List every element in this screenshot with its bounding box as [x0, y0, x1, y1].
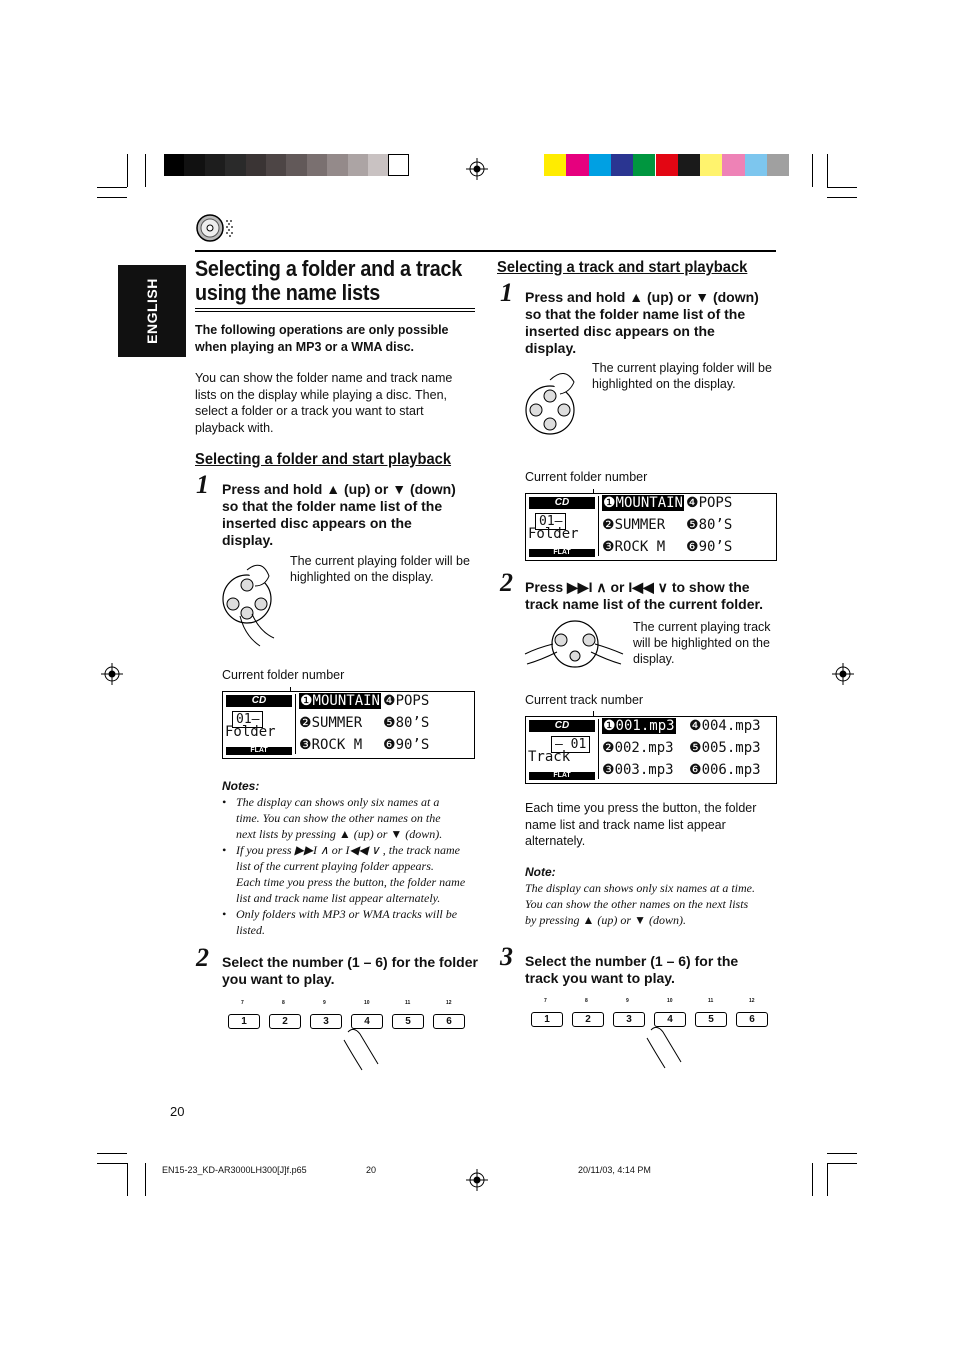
gray-swatch	[307, 154, 327, 176]
preset-number-label: 8	[585, 998, 588, 1004]
preset-button-4[interactable]: 4	[351, 1014, 383, 1029]
crop-mark	[812, 154, 813, 187]
folder-label: Folder	[225, 724, 276, 740]
crop-mark	[97, 197, 127, 198]
crop-mark	[827, 1163, 828, 1196]
page-title: Selecting a folder and a track using the name lists	[195, 256, 463, 305]
folder-number: 01–	[535, 513, 566, 530]
lcd-item: ❸003.mp3	[602, 762, 674, 778]
title-underline	[195, 311, 475, 312]
lcd-item: ❹POPS	[686, 495, 733, 511]
step-3-instruction: Select the number (1 – 6) for the track you want to play.	[525, 953, 739, 986]
eq-mode: FLAT	[529, 772, 595, 780]
crop-mark	[97, 187, 127, 188]
preset-number-label: 8	[282, 1000, 285, 1006]
note-text: The display can shows only six names at a time. You can show the other names on the next lists by pressing ▲ (up) or ▼ (down).	[525, 881, 755, 927]
lcd-item: ❷002.mp3	[602, 740, 674, 756]
step-number: 2	[500, 568, 513, 597]
control-pad-illustration	[220, 556, 280, 651]
current-folder-label: Current folder number	[525, 470, 648, 484]
preset-button-1[interactable]: 1	[228, 1014, 260, 1029]
header-rule	[195, 250, 776, 252]
footer-file: EN15-23_KD-AR3000LH300[J]f.p65	[162, 1165, 307, 1175]
lcd-item: ❹POPS	[383, 693, 430, 709]
notes-heading: Notes:	[222, 779, 260, 793]
finger-pressing-icon	[643, 1024, 703, 1074]
gray-swatch	[286, 154, 306, 176]
page-number: 20	[170, 1104, 185, 1119]
preset-number-label: 11	[708, 998, 714, 1004]
track-label: Track	[528, 749, 571, 765]
alternate-info: Each time you press the button, the folder name list and track name list appear alternately.	[525, 801, 757, 848]
lcd-item: ❺80’S	[686, 517, 733, 533]
finger-pressing-icon	[340, 1026, 400, 1076]
step-number: 1	[196, 470, 209, 499]
cd-logo: CD	[226, 695, 292, 707]
lcd-item: ❶MOUNTAIN	[300, 693, 380, 709]
control-pad-illustration	[523, 362, 583, 457]
number-buttons	[228, 1000, 478, 1070]
lcd-item: ❻90’S	[686, 539, 733, 555]
crop-mark	[812, 1163, 813, 1196]
lcd-item: ❺005.mp3	[689, 740, 761, 756]
crop-mark	[827, 1153, 857, 1154]
title-underline	[195, 308, 475, 309]
gray-swatch	[184, 154, 204, 176]
color-swatch	[745, 154, 767, 176]
registration-mark-icon	[832, 663, 854, 685]
track-number: – 01	[551, 736, 590, 753]
gray-swatch	[327, 154, 347, 176]
section-heading-track: Selecting a track and start playback	[497, 259, 748, 276]
preset-button-6[interactable]: 6	[433, 1014, 465, 1029]
language-tab	[118, 265, 186, 357]
notes-list: • The display can shows only six names at a time. You can show the other names on the next lists by pressing ▲ (up) or ▼ (down). • If you press ▶▶I ∧ or I◀◀ ∨ , the track name list of the current playing folder appears. Each time you press the button, the folder name list and track name list appear alternately. • Only folders with MP3 or WMA tracks will be listed.	[222, 795, 466, 937]
lcd-item: ❸ROCK M	[602, 539, 666, 555]
registration-mark-icon	[466, 1169, 488, 1191]
registration-mark-icon	[466, 158, 488, 180]
note-heading: Note:	[525, 865, 556, 879]
step-1-instruction: Press and hold ▲ (up) or ▼ (down) so that the folder name list of the inserted disc appears on the display.	[525, 289, 759, 356]
folder-number: 01–	[232, 711, 263, 728]
gray-swatch	[266, 154, 286, 176]
preset-button-2[interactable]: 2	[269, 1014, 301, 1029]
preset-number-label: 12	[749, 998, 755, 1004]
preset-number-label: 9	[626, 998, 629, 1004]
section-heading-folder: Selecting a folder and start playback	[195, 451, 452, 468]
crop-mark	[827, 197, 857, 198]
gray-swatch	[348, 154, 368, 176]
preset-number-label: 7	[544, 998, 547, 1004]
gray-swatch	[368, 154, 388, 176]
intro-text: You can show the folder name and track name lists on the display while playing a disc. Then, select a folder or a track you want to start playback with.	[195, 371, 453, 435]
cd-disc-icon	[195, 213, 237, 243]
crop-mark	[145, 1163, 146, 1196]
preset-number-label: 11	[405, 1000, 411, 1006]
preset-button-2[interactable]: 2	[572, 1012, 604, 1027]
color-swatch	[589, 154, 611, 176]
registration-mark-icon	[101, 663, 123, 685]
preset-button-5[interactable]: 5	[392, 1014, 424, 1029]
lcd-item: ❻90’S	[383, 737, 430, 753]
current-track-label: Current track number	[525, 693, 644, 707]
lcd-item: ❶MOUNTAIN	[603, 495, 683, 511]
preset-button-5[interactable]: 5	[695, 1012, 727, 1027]
lcd-display-folder	[222, 691, 475, 759]
color-swatch	[767, 154, 789, 176]
lcd-item: ❶001.mp3	[603, 718, 675, 734]
step-number: 1	[500, 278, 513, 307]
lcd-display-track	[525, 716, 777, 784]
preset-button-6[interactable]: 6	[736, 1012, 768, 1027]
cd-logo: CD	[529, 497, 595, 509]
color-swatch	[611, 154, 633, 176]
crop-mark	[827, 187, 857, 188]
preset-button-4[interactable]: 4	[654, 1012, 686, 1027]
preset-number-label: 7	[241, 1000, 244, 1006]
lcd-display-folder	[525, 493, 777, 561]
color-swatch	[678, 154, 700, 176]
footer-date: 20/11/03, 4:14 PM	[578, 1165, 651, 1175]
gray-swatch	[246, 154, 266, 176]
preset-number-label: 12	[446, 1000, 452, 1006]
lcd-item: ❸ROCK M	[299, 737, 363, 753]
cd-logo: CD	[529, 720, 595, 732]
color-swatch	[544, 154, 566, 176]
step-1-instruction: Press and hold ▲ (up) or ▼ (down) so that the folder name list of the inserted disc appears on the display.	[222, 481, 456, 548]
preset-number-label: 9	[323, 1000, 326, 1006]
footer-page: 20	[366, 1165, 377, 1175]
step-2-caption: The current playing track will be highlighted on the display.	[633, 620, 771, 666]
crop-mark	[97, 1163, 127, 1164]
crop-mark	[127, 1163, 128, 1196]
preset-number-label: 10	[667, 998, 673, 1004]
step-number: 3	[500, 942, 513, 971]
gray-swatch	[205, 154, 225, 176]
preset-number-label: 10	[364, 1000, 370, 1006]
crop-mark	[127, 154, 128, 187]
color-swatch	[700, 154, 722, 176]
crop-mark	[827, 154, 828, 187]
skip-buttons-illustration	[523, 616, 628, 672]
crop-mark	[827, 1163, 857, 1164]
folder-label: Folder	[528, 526, 579, 542]
step-number: 2	[196, 943, 209, 972]
preset-button-3[interactable]: 3	[310, 1014, 342, 1029]
eq-mode: FLAT	[529, 549, 595, 557]
preset-button-1[interactable]: 1	[531, 1012, 563, 1027]
lcd-item: ❹004.mp3	[689, 718, 761, 734]
gray-swatch	[164, 154, 184, 176]
language-label: ENGLISH	[144, 278, 160, 344]
color-swatch	[722, 154, 744, 176]
color-swatch	[633, 154, 655, 176]
crop-mark	[145, 154, 146, 187]
color-swatch	[656, 154, 678, 176]
gray-swatch	[388, 154, 408, 176]
gray-swatch	[225, 154, 245, 176]
lcd-item: ❺80’S	[383, 715, 430, 731]
color-swatch	[566, 154, 588, 176]
step-1-caption: The current playing folder will be highlighted on the display.	[592, 361, 772, 391]
step-2-instruction: Press ▶▶I ∧ or I◀◀ ∨ to show the track name list of the current folder.	[525, 579, 764, 612]
eq-mode: FLAT	[226, 747, 292, 755]
crop-mark	[97, 1153, 127, 1154]
preset-button-3[interactable]: 3	[613, 1012, 645, 1027]
step-2-instruction: Select the number (1 – 6) for the folder you want to play.	[222, 954, 478, 987]
step-1-caption: The current playing folder will be highlighted on the display.	[290, 554, 470, 584]
lcd-item: ❻006.mp3	[689, 762, 761, 778]
intro-bold: The following operations are only possible when playing an MP3 or a WMA disc.	[195, 323, 449, 354]
number-buttons	[531, 998, 781, 1068]
current-folder-label: Current folder number	[222, 668, 345, 682]
lcd-item: ❷SUMMER	[299, 715, 363, 731]
lcd-item: ❷SUMMER	[602, 517, 666, 533]
